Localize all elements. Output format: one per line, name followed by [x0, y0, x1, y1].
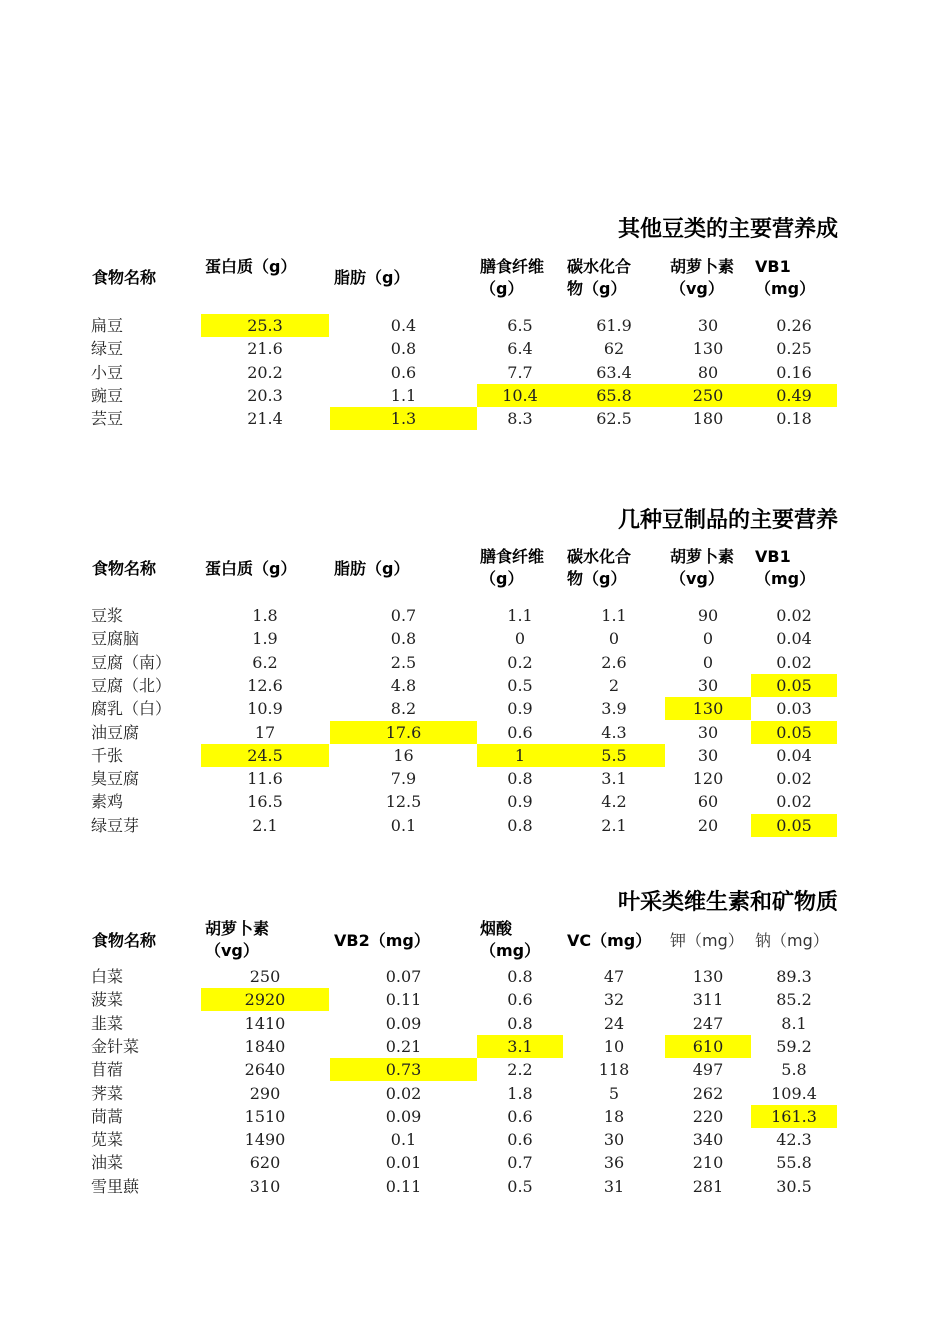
value-cell[interactable]: 30: [697, 675, 719, 695]
value-cell[interactable]: 0.05: [751, 721, 837, 744]
value-cell[interactable]: 36: [603, 1153, 625, 1173]
value-cell[interactable]: 0.02: [776, 792, 812, 812]
value-cell[interactable]: 20.3: [247, 385, 283, 405]
food-name-cell[interactable]: 韭菜: [91, 1013, 124, 1033]
value-cell[interactable]: 30: [697, 722, 719, 742]
food-name-cell[interactable]: 小豆: [91, 362, 124, 382]
value-cell[interactable]: 0.05: [751, 814, 837, 837]
value-cell[interactable]: 1840: [244, 1036, 286, 1056]
table-row: [0, 361, 950, 384]
value-cell[interactable]: 0: [608, 629, 620, 649]
value-cell[interactable]: 1.3: [330, 407, 477, 430]
food-name-cell[interactable]: 苜蓿: [91, 1060, 124, 1080]
value-cell[interactable]: 31: [603, 1176, 625, 1196]
value-cell[interactable]: 120: [692, 769, 724, 789]
table-row: [0, 1128, 950, 1151]
value-cell[interactable]: 311: [692, 990, 724, 1010]
value-cell[interactable]: 0.6: [390, 362, 417, 382]
value-cell[interactable]: 0.18: [776, 409, 812, 429]
value-cell[interactable]: 2.2: [507, 1060, 533, 1080]
value-cell[interactable]: 2.5: [390, 652, 417, 672]
value-cell[interactable]: 0.02: [776, 769, 812, 789]
value-cell[interactable]: 4.3: [601, 722, 627, 742]
value-cell[interactable]: 0.8: [390, 629, 417, 649]
value-cell[interactable]: 0.8: [507, 967, 533, 986]
value-cell[interactable]: 2.1: [601, 815, 627, 835]
value-cell[interactable]: 12.5: [385, 792, 422, 812]
column-header: 钠（mg）: [755, 931, 829, 950]
value-cell[interactable]: 30: [697, 316, 719, 335]
column-header: VB1 （mg）: [755, 257, 816, 298]
value-cell[interactable]: 0.8: [390, 339, 417, 359]
value-cell[interactable]: 16: [393, 745, 414, 765]
table-row: [0, 1058, 950, 1081]
value-cell[interactable]: 220: [692, 1106, 724, 1126]
value-cell[interactable]: 0.05: [751, 674, 837, 697]
value-cell[interactable]: 0.09: [385, 1106, 422, 1126]
value-cell[interactable]: 0.02: [776, 606, 812, 625]
value-cell[interactable]: 610: [665, 1035, 751, 1058]
table-row: [0, 1035, 950, 1058]
food-name-cell[interactable]: 雪里蕻: [91, 1176, 140, 1196]
value-cell[interactable]: 55.8: [776, 1153, 812, 1173]
food-name-cell[interactable]: 苋菜: [91, 1130, 124, 1150]
food-name-cell[interactable]: 豆腐（南）: [91, 652, 172, 672]
value-cell[interactable]: 10.4: [477, 384, 563, 407]
value-cell[interactable]: 12.6: [247, 675, 283, 695]
value-cell[interactable]: 8.2: [390, 699, 417, 719]
value-cell[interactable]: 24.5: [201, 744, 329, 767]
value-cell[interactable]: 2640: [244, 1060, 286, 1080]
table-row: [0, 744, 950, 767]
value-cell[interactable]: 0.04: [776, 745, 812, 765]
value-cell[interactable]: 0.9: [507, 792, 533, 812]
value-cell[interactable]: 2: [608, 675, 620, 695]
value-cell[interactable]: 0.26: [776, 316, 812, 335]
value-cell[interactable]: 0.01: [385, 1153, 422, 1173]
value-cell[interactable]: 0.7: [390, 606, 417, 625]
table-row: [0, 814, 950, 837]
table-row: [0, 1082, 950, 1105]
value-cell[interactable]: 20: [697, 815, 719, 835]
table-row: [0, 384, 950, 407]
food-name-cell[interactable]: 豌豆: [91, 385, 124, 405]
value-cell[interactable]: 130: [692, 967, 724, 986]
value-cell[interactable]: 0: [702, 629, 714, 649]
value-cell[interactable]: 0.5: [507, 675, 533, 695]
food-name-cell[interactable]: 油豆腐: [91, 722, 140, 742]
table-row: [0, 627, 950, 650]
value-cell[interactable]: 0.8: [507, 769, 533, 789]
section-title: 其他豆类的主要营养成: [617, 217, 838, 242]
value-cell[interactable]: 16.5: [247, 792, 283, 812]
value-cell[interactable]: 1.1: [507, 606, 533, 625]
section-title: 几种豆制品的主要营养: [617, 508, 838, 533]
column-header: VB2（mg）: [334, 931, 430, 950]
value-cell[interactable]: 24: [603, 1013, 625, 1033]
food-name-cell[interactable]: 豆腐脑: [91, 629, 140, 649]
food-name-cell[interactable]: 腐乳（白）: [91, 699, 172, 719]
value-cell[interactable]: 2.1: [252, 815, 278, 835]
section-title: 叶采类维生素和矿物质: [617, 890, 838, 915]
table-row: [0, 767, 950, 790]
column-header: 脂肪（g）: [334, 559, 410, 578]
value-cell[interactable]: 0.73: [330, 1058, 477, 1081]
value-cell[interactable]: 180: [692, 409, 724, 429]
food-name-cell[interactable]: 绿豆芽: [91, 815, 140, 835]
food-name-cell[interactable]: 豆浆: [91, 606, 124, 625]
value-cell[interactable]: 89.3: [776, 967, 812, 986]
table-row: [0, 1175, 950, 1198]
column-header: 碳水化合 物（g）: [567, 257, 632, 298]
value-cell[interactable]: 42.3: [776, 1130, 812, 1150]
table-row: [0, 988, 950, 1011]
value-cell[interactable]: 18: [603, 1106, 625, 1126]
table-row: [0, 674, 950, 697]
table-row: [0, 965, 950, 988]
table-row: [0, 604, 950, 627]
value-cell[interactable]: 118: [598, 1060, 630, 1080]
value-cell[interactable]: 5.5: [563, 744, 665, 767]
value-cell[interactable]: 0.02: [776, 652, 812, 672]
column-header: 食物名称: [92, 931, 157, 950]
value-cell[interactable]: 10.9: [247, 699, 283, 719]
value-cell[interactable]: 62: [603, 339, 625, 359]
value-cell[interactable]: 60: [697, 792, 719, 812]
value-cell[interactable]: 0.6: [507, 722, 533, 742]
value-cell[interactable]: 21.4: [247, 409, 283, 429]
value-cell[interactable]: 2.6: [601, 652, 627, 672]
value-cell[interactable]: 1: [477, 744, 563, 767]
value-cell[interactable]: 7.7: [507, 362, 533, 382]
value-cell[interactable]: 2920: [201, 988, 329, 1011]
value-cell[interactable]: 3.9: [601, 699, 627, 719]
food-name-cell[interactable]: 茼蒿: [91, 1106, 124, 1126]
value-cell[interactable]: 0.49: [751, 384, 837, 407]
value-cell[interactable]: 0.8: [507, 815, 533, 835]
value-cell[interactable]: 0.8: [507, 1013, 533, 1033]
value-cell[interactable]: 21.6: [247, 339, 283, 359]
value-cell[interactable]: 17: [254, 722, 276, 742]
value-cell[interactable]: 0.07: [385, 967, 422, 986]
food-name-cell[interactable]: 臭豆腐: [91, 769, 140, 789]
column-header: 膳食纤维 （g）: [480, 547, 545, 588]
table-row: [0, 697, 950, 720]
value-cell[interactable]: 0: [702, 652, 714, 672]
value-cell[interactable]: 130: [665, 697, 751, 720]
column-header: 食物名称: [92, 268, 157, 287]
value-cell[interactable]: 0.11: [385, 990, 422, 1010]
table-row: [0, 651, 950, 674]
value-cell[interactable]: 250: [665, 384, 751, 407]
value-cell[interactable]: 8.3: [507, 409, 533, 429]
value-cell[interactable]: 0.21: [385, 1036, 422, 1056]
value-cell[interactable]: 6.4: [507, 339, 533, 359]
food-name-cell[interactable]: 豆腐（北）: [91, 675, 172, 695]
value-cell[interactable]: 1.8: [507, 1083, 533, 1103]
value-cell[interactable]: 1.1: [390, 385, 417, 405]
value-cell[interactable]: 109.4: [771, 1083, 817, 1103]
value-cell[interactable]: 0.4: [390, 316, 417, 335]
food-name-cell[interactable]: 扁豆: [91, 316, 124, 335]
value-cell[interactable]: 3.1: [601, 769, 627, 789]
value-cell[interactable]: 1410: [244, 1013, 286, 1033]
value-cell[interactable]: 0.03: [776, 699, 812, 719]
table-row: [0, 314, 950, 337]
value-cell[interactable]: 32: [603, 990, 625, 1010]
value-cell[interactable]: 1.9: [252, 629, 278, 649]
column-header: 蛋白质（g）: [205, 257, 297, 276]
value-cell[interactable]: 0: [514, 629, 526, 649]
value-cell[interactable]: 30.5: [776, 1176, 812, 1196]
value-cell[interactable]: 0.1: [390, 815, 417, 835]
value-cell[interactable]: 0.02: [385, 1083, 422, 1103]
value-cell[interactable]: 290: [249, 1083, 281, 1103]
food-name-cell[interactable]: 金针菜: [91, 1036, 140, 1056]
value-cell[interactable]: 0.7: [507, 1153, 533, 1173]
value-cell[interactable]: 25.3: [201, 314, 329, 337]
value-cell[interactable]: 161.3: [751, 1105, 837, 1128]
value-cell[interactable]: 63.4: [596, 362, 632, 382]
value-cell[interactable]: 5: [608, 1083, 620, 1103]
value-cell[interactable]: 281: [692, 1176, 724, 1196]
table-row: [0, 1012, 950, 1035]
value-cell[interactable]: 262: [692, 1083, 724, 1103]
food-name-cell[interactable]: 菠菜: [91, 990, 124, 1010]
value-cell[interactable]: 30: [603, 1130, 625, 1150]
value-cell[interactable]: 6.5: [507, 316, 533, 335]
column-header: 蛋白质（g）: [205, 559, 297, 578]
value-cell[interactable]: 0.11: [385, 1176, 422, 1196]
value-cell[interactable]: 310: [249, 1176, 281, 1196]
value-cell[interactable]: 59.2: [776, 1036, 812, 1056]
value-cell[interactable]: 1510: [244, 1106, 286, 1126]
column-header: 胡萝卜素 （vg）: [670, 257, 735, 298]
value-cell[interactable]: 8.1: [781, 1013, 807, 1033]
value-cell[interactable]: 11.6: [247, 769, 283, 789]
value-cell[interactable]: 0.9: [507, 699, 533, 719]
column-header: 胡萝卜素 （vg）: [670, 547, 735, 588]
value-cell[interactable]: 20.2: [247, 362, 283, 382]
value-cell[interactable]: 340: [692, 1130, 724, 1150]
value-cell[interactable]: 65.8: [563, 384, 665, 407]
value-cell[interactable]: 1490: [244, 1130, 286, 1150]
value-cell[interactable]: 7.9: [390, 769, 417, 789]
food-name-cell[interactable]: 白菜: [91, 967, 124, 986]
value-cell[interactable]: 5.8: [781, 1060, 807, 1080]
value-cell[interactable]: 497: [692, 1060, 724, 1080]
value-cell[interactable]: 0.16: [776, 362, 812, 382]
food-name-cell[interactable]: 芸豆: [91, 409, 124, 429]
food-name-cell[interactable]: 素鸡: [91, 792, 124, 812]
value-cell[interactable]: 61.9: [596, 316, 632, 335]
value-cell[interactable]: 130: [692, 339, 724, 359]
table-row: [0, 337, 950, 360]
food-name-cell[interactable]: 千张: [91, 745, 124, 765]
value-cell[interactable]: 90: [697, 606, 719, 625]
value-cell[interactable]: 30: [697, 745, 719, 765]
value-cell[interactable]: 47: [603, 967, 625, 986]
table-row: [0, 1151, 950, 1174]
value-cell[interactable]: 210: [692, 1153, 724, 1173]
column-header: 脂肪（g）: [334, 268, 410, 287]
table-row: [0, 721, 950, 744]
value-cell[interactable]: 0.6: [507, 990, 533, 1010]
table-row: [0, 1105, 950, 1128]
value-cell[interactable]: 85.2: [776, 990, 812, 1010]
value-cell[interactable]: 4.8: [390, 675, 417, 695]
value-cell[interactable]: 4.2: [601, 792, 627, 812]
value-cell[interactable]: 1.8: [252, 606, 278, 625]
value-cell[interactable]: 1.1: [601, 606, 627, 625]
column-header: 碳水化合 物（g）: [567, 547, 632, 588]
value-cell[interactable]: 0.2: [507, 652, 533, 672]
column-header: VB1 （mg）: [755, 547, 816, 588]
column-header: 胡萝卜素 （vg）: [205, 919, 270, 960]
value-cell[interactable]: 0.1: [390, 1130, 417, 1150]
value-cell[interactable]: 0.5: [507, 1176, 533, 1196]
value-cell[interactable]: 17.6: [330, 721, 477, 744]
value-cell[interactable]: 10: [603, 1036, 625, 1056]
value-cell[interactable]: 250: [249, 967, 281, 986]
value-cell[interactable]: 6.2: [252, 652, 278, 672]
table-row: [0, 407, 950, 430]
value-cell[interactable]: 620: [249, 1153, 281, 1173]
value-cell[interactable]: 62.5: [596, 409, 632, 429]
value-cell[interactable]: 80: [697, 362, 719, 382]
value-cell[interactable]: 0.6: [507, 1106, 533, 1126]
value-cell[interactable]: 247: [692, 1013, 724, 1033]
value-cell[interactable]: 0.6: [507, 1130, 533, 1150]
food-name-cell[interactable]: 油菜: [91, 1153, 124, 1173]
column-header: 食物名称: [92, 559, 157, 578]
column-header: 膳食纤维 （g）: [480, 257, 545, 298]
column-header: 烟酸 （mg）: [480, 919, 541, 960]
value-cell[interactable]: 3.1: [477, 1035, 563, 1058]
table-row: [0, 790, 950, 813]
food-name-cell[interactable]: 绿豆: [91, 339, 124, 359]
column-header: VC（mg）: [567, 931, 652, 950]
value-cell[interactable]: 0.04: [776, 629, 812, 649]
column-header: 钾（mg）: [670, 931, 744, 950]
food-name-cell[interactable]: 荠菜: [91, 1083, 124, 1103]
value-cell[interactable]: 0.25: [776, 339, 812, 359]
value-cell[interactable]: 0.09: [385, 1013, 422, 1033]
